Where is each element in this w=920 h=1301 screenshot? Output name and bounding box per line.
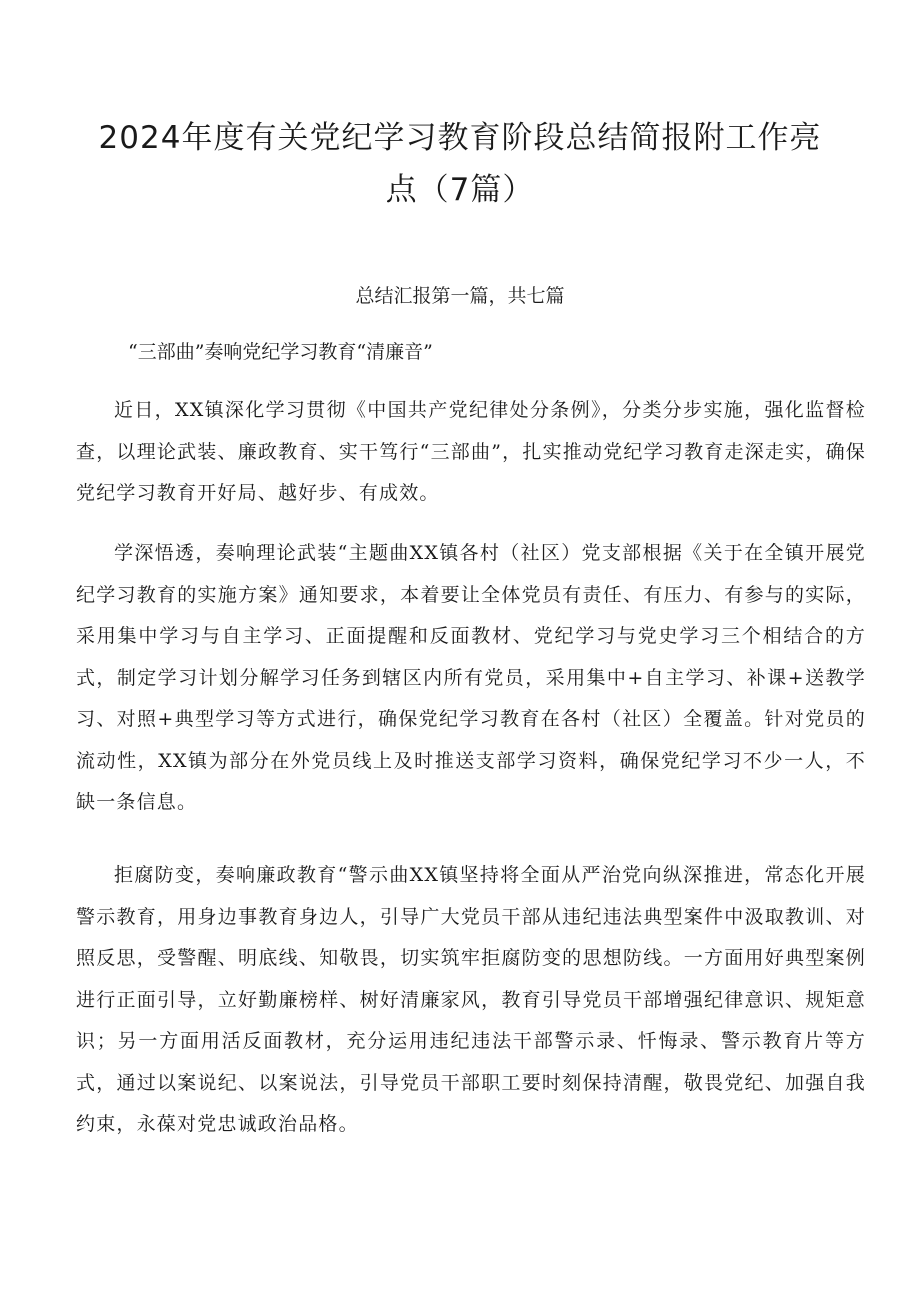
document-title: 2024年度有关党纪学习教育阶段总结简报附工作亮点（7篇）	[98, 120, 822, 208]
document-subtitle: 总结汇报第一篇，共七篇	[355, 285, 565, 307]
paragraph-warning: 拒腐防变，奏响廉政教育“警示曲XX镇坚持将全面从严治党向纵深推进，常态化开展警示教育，用身边事教育身边人，引导广大党员干部从违纪违法典型案件中汲取教训、对照反思，受警醒、明底线、知敬畏，切实筑牢拒腐防变的思想防线。一方面用好典型案例进行正面引导，立好勤廉榜样、树好清廉家风，教育引导党员干部增强纪律意识、规矩意识；另一方面用活反面教材，充分运用违纪违法干部警示录、忏悔录、警示教育片等方式，通过以案说纪、以案说法，引导党员干部职工要时刻保持清醒，敬畏党纪、加强自我约束，永葆对党忠诚政治品格。	[76, 864, 866, 1135]
paragraph-theory: 学深悟透，奏响理论武装“主题曲XX镇各村（社区）党支部根据《关于在全镇开展党纪学习教育的实施方案》通知要求，本着要让全体党员有责任、有压力、有参与的实际，采用集中学习与自主学习、正面提醒和反面教材、党纪学习与党史学习三个相结合的方式，制定学习计划分解学习任务到辖区内所有党员，采用集中+自主学习、补课+送教学习、对照+典型学习等方式进行，确保党纪学习教育在各村（社区）全覆盖。针对党员的流动性，XX镇为部分在外党员线上及时推送支部学习资料，确保党纪学习不少一人，不缺一条信息。	[76, 542, 866, 813]
section-heading: “三部曲”奏响党纪学习教育“清廉音”	[128, 341, 433, 363]
paragraph-intro: 近日，XX镇深化学习贯彻《中国共产党纪律处分条例》，分类分步实施，强化监督检查，以理论武装、廉政教育、实干笃行“三部曲”，扎实推动党纪学习教育走深走实，确保党纪学习教育开好局、越好步、有成效。	[76, 399, 866, 504]
